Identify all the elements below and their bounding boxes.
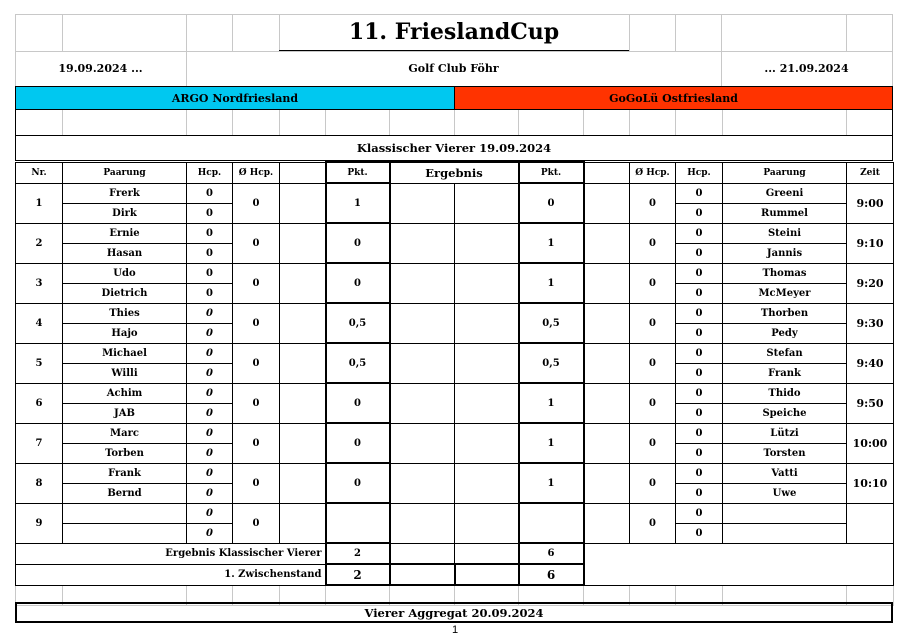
left-player-1: Thies [63, 303, 187, 323]
col-header-nr: Nr. [16, 162, 63, 183]
gridline [846, 14, 847, 51]
page-title: 11. FrieslandCup [279, 14, 629, 51]
left-hcp-2: 0 [187, 283, 233, 303]
empty-cell [584, 463, 630, 503]
col-header-points-right: Pkt. [519, 162, 584, 183]
tee-time: 10:00 [847, 423, 894, 463]
right-hcp-1: 0 [676, 423, 723, 443]
col-header-hcp-left: Hcp. [187, 162, 233, 183]
result-cell-left [390, 303, 455, 343]
right-player-1: Steini [723, 223, 847, 243]
gridline [62, 14, 63, 51]
left-hcp-1: 0 [187, 503, 233, 523]
right-hcp-2: 0 [676, 523, 723, 543]
left-hcp-2: 0 [187, 523, 233, 543]
left-hcp-1: 0 [187, 223, 233, 243]
left-points: 0,5 [326, 303, 390, 343]
right-player-2: Frank [723, 363, 847, 383]
result-cell-right [455, 503, 519, 543]
empty-cell [280, 463, 326, 503]
right-points [519, 503, 584, 543]
summary-result-left: 2 [326, 543, 390, 564]
left-player-1: Marc [63, 423, 187, 443]
right-hcp-1: 0 [676, 183, 723, 203]
right-points: 0,5 [519, 303, 584, 343]
left-hcp-2: 0 [187, 203, 233, 223]
right-hcp-1: 0 [676, 383, 723, 403]
match-number: 1 [16, 183, 63, 223]
gridline [892, 14, 893, 86]
match-number: 4 [16, 303, 63, 343]
gridline [675, 14, 676, 51]
empty-cell [584, 503, 630, 543]
right-hcp-2: 0 [676, 363, 723, 383]
left-avg-hcp: 0 [233, 503, 280, 543]
right-avg-hcp: 0 [630, 423, 676, 463]
empty-cell [584, 183, 630, 223]
left-player-1: Achim [63, 383, 187, 403]
match-row [16, 303, 894, 323]
right-hcp-1: 0 [676, 463, 723, 483]
tee-time: 9:50 [847, 383, 894, 423]
result-cell-left [390, 463, 455, 503]
left-avg-hcp: 0 [233, 183, 280, 223]
empty-cell [280, 383, 326, 423]
empty-cell [280, 423, 326, 463]
left-avg-hcp: 0 [233, 463, 280, 503]
result-cell-left [390, 503, 455, 543]
empty-cell [584, 343, 630, 383]
empty-cell [390, 543, 455, 564]
summary-result-row [16, 543, 894, 564]
col-header-hcp-right: Hcp. [676, 162, 723, 183]
empty-cell [455, 543, 519, 564]
result-cell-right [455, 343, 519, 383]
left-player-1: Frank [63, 463, 187, 483]
left-avg-hcp: 0 [233, 303, 280, 343]
right-hcp-2: 0 [676, 323, 723, 343]
left-points: 0 [326, 383, 390, 423]
left-player-2: Hajo [63, 323, 187, 343]
left-avg-hcp: 0 [233, 263, 280, 303]
left-hcp-1: 0 [187, 343, 233, 363]
team-right-name: GoGoLü Ostfriesland [454, 86, 893, 110]
match-number: 3 [16, 263, 63, 303]
result-cell-left [390, 423, 455, 463]
result-cell-right [455, 263, 519, 303]
left-avg-hcp: 0 [233, 383, 280, 423]
right-hcp-1: 0 [676, 503, 723, 523]
result-cell-left [390, 183, 455, 223]
left-hcp-1: 0 [187, 183, 233, 203]
left-player-2: Dirk [63, 203, 187, 223]
match-row [16, 503, 894, 523]
right-avg-hcp: 0 [630, 463, 676, 503]
right-player-2: Rummel [723, 203, 847, 223]
left-hcp-1: 0 [187, 463, 233, 483]
left-player-1: Frerk [63, 183, 187, 203]
right-avg-hcp: 0 [630, 263, 676, 303]
left-points: 0 [326, 263, 390, 303]
empty-cell [584, 303, 630, 343]
left-player-1 [63, 503, 187, 523]
tee-time: 9:30 [847, 303, 894, 343]
match-row [16, 263, 894, 283]
right-hcp-2: 0 [676, 283, 723, 303]
match-number: 7 [16, 423, 63, 463]
right-hcp-1: 0 [676, 303, 723, 323]
right-player-1: Thido [723, 383, 847, 403]
section-title-aggregate: Vierer Aggregat 20.09.2024 [15, 602, 893, 623]
match-number: 2 [16, 223, 63, 263]
result-cell-right [455, 463, 519, 503]
result-cell-left [390, 263, 455, 303]
match-row [16, 463, 894, 483]
tee-time [847, 503, 894, 543]
result-cell-right [455, 303, 519, 343]
team-left-name: ARGO Nordfriesland [15, 86, 455, 110]
empty-cell [280, 343, 326, 383]
match-number: 9 [16, 503, 63, 543]
left-points: 0 [326, 423, 390, 463]
page-number: 1 [451, 624, 459, 636]
right-hcp-1: 0 [676, 343, 723, 363]
end-date: ... 21.09.2024 [764, 62, 849, 75]
left-points: 0,5 [326, 343, 390, 383]
left-player-1: Ernie [63, 223, 187, 243]
match-number: 5 [16, 343, 63, 383]
left-player-2: Bernd [63, 483, 187, 503]
empty-cell [584, 423, 630, 463]
right-avg-hcp: 0 [630, 383, 676, 423]
left-player-2: JAB [63, 403, 187, 423]
right-hcp-2: 0 [676, 243, 723, 263]
left-points: 1 [326, 183, 390, 223]
left-hcp-1: 0 [187, 383, 233, 403]
left-player-2: Willi [63, 363, 187, 383]
right-player-2: Uwe [723, 483, 847, 503]
right-player-1: Thorben [723, 303, 847, 323]
result-cell-right [455, 223, 519, 263]
tee-time: 9:20 [847, 263, 894, 303]
right-player-2: Speiche [723, 403, 847, 423]
right-player-1: Lützi [723, 423, 847, 443]
left-player-1: Michael [63, 343, 187, 363]
left-hcp-1: 0 [187, 303, 233, 323]
gridline [629, 14, 630, 51]
summary-blank [584, 543, 894, 585]
left-hcp-2: 0 [187, 363, 233, 383]
left-avg-hcp: 0 [233, 343, 280, 383]
empty-cell [280, 183, 326, 223]
left-player-2: Dietrich [63, 283, 187, 303]
col-header-points-left: Pkt. [326, 162, 390, 183]
empty-cell [584, 162, 630, 183]
tee-time: 9:00 [847, 183, 894, 223]
match-number: 8 [16, 463, 63, 503]
summary-result-right: 6 [519, 543, 584, 564]
right-avg-hcp: 0 [630, 223, 676, 263]
right-avg-hcp: 0 [630, 343, 676, 383]
left-points: 0 [326, 223, 390, 263]
right-player-1: Vatti [723, 463, 847, 483]
right-avg-hcp: 0 [630, 183, 676, 223]
right-player-1: Thomas [723, 263, 847, 283]
match-row [16, 423, 894, 443]
right-player-2: Jannis [723, 243, 847, 263]
match-row [16, 183, 894, 203]
result-cell-right [455, 183, 519, 223]
col-header-time: Zeit [847, 162, 894, 183]
match-row [16, 343, 894, 363]
empty-cell [280, 162, 326, 183]
left-hcp-1: 0 [187, 263, 233, 283]
right-points: 1 [519, 383, 584, 423]
tee-time: 10:10 [847, 463, 894, 503]
right-player-2 [723, 523, 847, 543]
empty-cell [280, 303, 326, 343]
result-cell-left [390, 343, 455, 383]
left-points: 0 [326, 463, 390, 503]
result-cell-left [390, 223, 455, 263]
col-header-pairing-left: Paarung [63, 162, 187, 183]
section-title-classic-foursome: Klassischer Vierer 19.09.2024 [15, 136, 893, 161]
tee-time: 9:40 [847, 343, 894, 383]
empty-cell [584, 223, 630, 263]
match-row [16, 383, 894, 403]
left-hcp-2: 0 [187, 243, 233, 263]
result-cell-left [390, 383, 455, 423]
left-hcp-2: 0 [187, 323, 233, 343]
left-hcp-2: 0 [187, 443, 233, 463]
start-date: 19.09.2024 ... [58, 62, 143, 75]
empty-cell [280, 263, 326, 303]
col-header-result: Ergebnis [390, 162, 519, 183]
right-hcp-1: 0 [676, 263, 723, 283]
gridline [232, 14, 233, 51]
empty-cell [584, 263, 630, 303]
right-points: 1 [519, 263, 584, 303]
summary-interim-left: 2 [326, 564, 390, 585]
match-number: 6 [16, 383, 63, 423]
result-cell-right [455, 383, 519, 423]
spacer-row [15, 110, 893, 136]
right-player-1 [723, 503, 847, 523]
right-hcp-2: 0 [676, 203, 723, 223]
right-points: 0,5 [519, 343, 584, 383]
col-header-avg-hcp-left: Ø Hcp. [233, 162, 280, 183]
right-avg-hcp: 0 [630, 503, 676, 543]
empty-cell [455, 564, 519, 585]
right-player-2: Torsten [723, 443, 847, 463]
right-hcp-2: 0 [676, 403, 723, 423]
left-player-1: Udo [63, 263, 187, 283]
right-points: 1 [519, 463, 584, 503]
right-hcp-2: 0 [676, 483, 723, 503]
right-avg-hcp: 0 [630, 303, 676, 343]
left-hcp-2: 0 [187, 403, 233, 423]
right-player-2: Pedy [723, 323, 847, 343]
col-header-pairing-right: Paarung [723, 162, 847, 183]
left-player-2: Torben [63, 443, 187, 463]
left-avg-hcp: 0 [233, 223, 280, 263]
right-hcp-1: 0 [676, 223, 723, 243]
col-header-avg-hcp-right: Ø Hcp. [630, 162, 676, 183]
empty-cell [280, 223, 326, 263]
summary-interim-label: 1. Zwischenstand [16, 564, 326, 585]
tee-time: 9:10 [847, 223, 894, 263]
right-player-1: Greeni [723, 183, 847, 203]
right-points: 0 [519, 183, 584, 223]
summary-interim-right: 6 [519, 564, 584, 585]
right-player-2: McMeyer [723, 283, 847, 303]
right-points: 1 [519, 423, 584, 463]
match-table [15, 161, 894, 606]
left-player-2: Hasan [63, 243, 187, 263]
summary-result-label: Ergebnis Klassischer Vierer [16, 543, 326, 564]
right-player-1: Stefan [723, 343, 847, 363]
empty-cell [280, 503, 326, 543]
empty-cell [584, 383, 630, 423]
left-avg-hcp: 0 [233, 423, 280, 463]
table-header-row [16, 162, 894, 183]
match-row [16, 223, 894, 243]
left-player-2 [63, 523, 187, 543]
right-points: 1 [519, 223, 584, 263]
left-hcp-1: 0 [187, 423, 233, 443]
left-points [326, 503, 390, 543]
venue: Golf Club Föhr [408, 62, 499, 75]
empty-cell [390, 564, 455, 585]
left-hcp-2: 0 [187, 483, 233, 503]
right-hcp-2: 0 [676, 443, 723, 463]
result-cell-right [455, 423, 519, 463]
